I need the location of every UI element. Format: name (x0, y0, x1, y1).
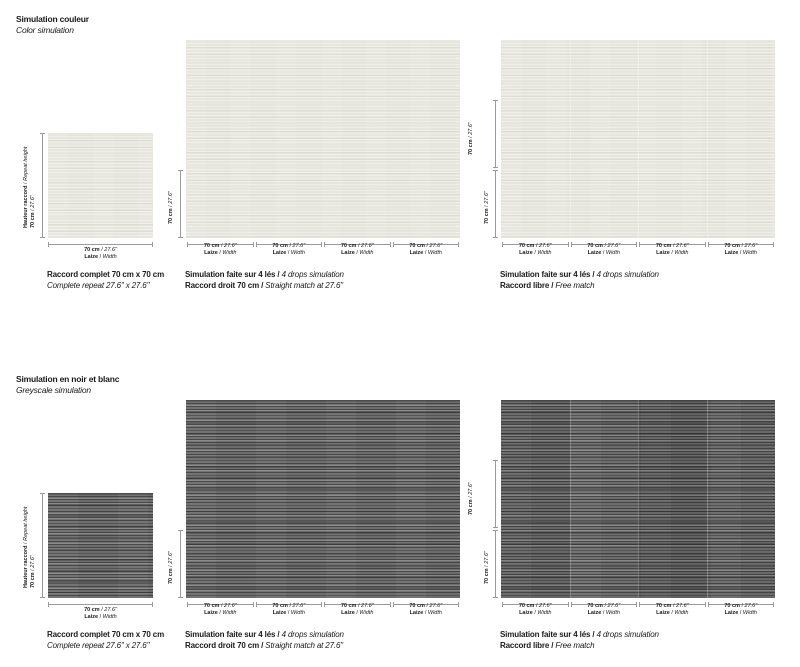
repeat-tile-swatch (48, 133, 153, 238)
width-word-fr: Laize (656, 250, 670, 256)
width-word-en: Width (427, 250, 442, 256)
height-value-inches: 27.6" (168, 551, 174, 564)
width-dimension-label: 70 cm / 27.6" Laize / Width (724, 603, 758, 616)
width-value-inches: 27.6" (224, 603, 237, 609)
caption-line2-italic: Complete repeat 27.6" x 27.6" (47, 640, 150, 650)
width-value: 70 cm (409, 243, 425, 249)
width-value-inches: 27.6" (607, 603, 621, 609)
caption-straight (185, 270, 344, 291)
height-value-inches: 27.6" (484, 551, 490, 564)
caption-line1-bold: Raccord complet 70 cm x 70 cm (47, 270, 165, 279)
section-subtitle: Greyscale simulation (16, 385, 91, 395)
width-word-en: Width (537, 250, 552, 256)
caption-repeat (47, 270, 164, 291)
caption-line2-bold: Raccord libre / (500, 280, 556, 290)
width-value: 70 cm (587, 603, 603, 609)
width-word-fr: Laize (519, 610, 533, 616)
width-value-inches: 27.6" (539, 243, 552, 249)
width-value-inches: 27.6" (104, 607, 117, 613)
width-dimension-label: 70 cm / 27.6" Laize / Width (409, 243, 443, 256)
width-word-fr: Laize (519, 250, 533, 256)
height-value: 70 cm (484, 568, 490, 584)
width-word-en: Width (102, 254, 117, 260)
height-word-fr: Hauteur raccord (23, 545, 29, 588)
width-word-fr: Laize (84, 614, 99, 620)
drop-panel (707, 400, 776, 598)
height-value-inches: 27.6" (30, 555, 36, 568)
width-value-inches: 27.6" (224, 243, 237, 249)
width-word-en: Width (742, 250, 757, 256)
width-value-inches: 27.6" (607, 243, 621, 249)
width-dimension-label: 70 cm / 27.6" Laize / Width (655, 243, 689, 256)
section-title: Simulation en noir et blanc (16, 374, 120, 384)
width-value: 70 cm (203, 603, 220, 609)
width-dimension-label: 70 cm / 27.6" Laize / Width (724, 243, 758, 256)
width-dimension-label: 70 cm / 27.6" Laize / Width (409, 603, 443, 616)
width-word-fr: Laize (587, 250, 602, 256)
width-value: 70 cm (409, 603, 425, 609)
width-value: 70 cm (272, 603, 288, 609)
caption-line1-bold: Simulation faite sur 4 lés / (185, 270, 282, 279)
width-dimension-label: 70 cm / 27.6" Laize / Width (340, 243, 374, 256)
drop-panel (501, 400, 570, 598)
straight-match-swatch (186, 40, 460, 238)
section-title: Simulation couleur (16, 14, 89, 24)
width-word-fr: Laize (724, 250, 739, 256)
caption-free (500, 630, 659, 651)
width-word-en: Width (290, 250, 305, 256)
caption-free (500, 270, 659, 291)
width-value-inches: 27.6" (539, 603, 552, 609)
width-dimension-label: 70 cm / 27.6" Laize / Width (518, 243, 552, 256)
width-value-inches: 27.6" (744, 603, 758, 609)
caption-line1-bold: Simulation faite sur 4 lés / (500, 630, 597, 639)
width-value: 70 cm (84, 247, 100, 253)
height-value-inches: 27.6" (168, 191, 174, 204)
caption-line2-italic: Straight match at 27.6" (265, 280, 343, 290)
height-dimension-label: 70 cm / 27.6" (484, 551, 490, 584)
straight-match-swatch (186, 400, 460, 598)
height-dimension-label: 70 cm / 27.6" (468, 482, 474, 515)
width-dimension-rule (48, 604, 153, 605)
width-word-fr: Laize (409, 250, 424, 256)
width-word-fr: Laize (341, 610, 355, 616)
free-match-swatch (501, 400, 775, 598)
height-dimension-label: 70 cm / 27.6" (484, 191, 490, 224)
caption-line2-bold: Raccord droit 70 cm / (185, 640, 266, 650)
caption-line1-italic: 4 drops simulation (281, 630, 344, 639)
section-subtitle: Color simulation (16, 25, 74, 35)
width-value-inches: 27.6" (292, 243, 306, 249)
height-dimension-rule (495, 100, 496, 168)
width-value: 70 cm (203, 243, 220, 249)
width-word-fr: Laize (409, 610, 424, 616)
height-value: 70 cm (168, 568, 174, 584)
width-dimension-label: 70 cm / 27.6" Laize / Width (84, 247, 117, 260)
caption-line2-bold: Raccord droit 70 cm / (185, 280, 266, 290)
width-dimension-label: 70 cm / 27.6" Laize / Width (272, 243, 306, 256)
width-word-fr: Laize (587, 610, 602, 616)
width-word-fr: Laize (204, 610, 218, 616)
height-dimension-rule (495, 170, 496, 238)
width-dimension-label: 70 cm / 27.6" Laize / Width (84, 607, 117, 620)
height-dimension-rule (180, 530, 181, 598)
caption-line1-italic: 4 drops simulation (281, 270, 344, 279)
width-dimension-label: 70 cm / 27.6" Laize / Width (655, 603, 689, 616)
caption-line2-italic: Free match (555, 280, 595, 290)
width-word-en: Width (222, 610, 237, 616)
width-word-fr: Laize (204, 250, 218, 256)
width-word-en: Width (605, 250, 620, 256)
width-word-en: Width (359, 610, 374, 616)
width-dimension-rule (48, 244, 153, 245)
height-dimension-label: Hauteur raccord / Repeat height 70 cm / 27.6" (23, 146, 36, 228)
width-dimension-label: 70 cm / 27.6" Laize / Width (203, 243, 237, 256)
height-word-en: Repeat height (23, 146, 29, 181)
width-word-en: Width (674, 250, 689, 256)
height-word-en: Repeat height (23, 506, 29, 541)
width-value-inches: 27.6" (104, 247, 117, 253)
height-value: 70 cm (30, 212, 36, 228)
width-value: 70 cm (518, 603, 535, 609)
width-dimension-label: 70 cm / 27.6" Laize / Width (587, 603, 621, 616)
caption-line1-italic: 4 drops simulation (596, 270, 659, 279)
repeat-tile-swatch (48, 493, 153, 598)
height-dimension-rule (495, 460, 496, 528)
width-value-inches: 27.6" (429, 243, 443, 249)
height-value-inches: 27.6" (468, 482, 474, 495)
height-dimension-label: 70 cm / 27.6" (168, 551, 174, 584)
caption-repeat (47, 630, 164, 651)
caption-line1-bold: Raccord complet 70 cm x 70 cm (47, 630, 165, 639)
width-dimension-label: 70 cm / 27.6" Laize / Width (272, 603, 306, 616)
width-word-en: Width (674, 610, 689, 616)
width-word-en: Width (102, 614, 117, 620)
height-value-inches: 27.6" (484, 191, 490, 204)
height-dimension-label: 70 cm / 27.6" (168, 191, 174, 224)
caption-line2-italic: Complete repeat 27.6" x 27.6" (47, 280, 150, 290)
caption-straight (185, 630, 344, 651)
height-value: 70 cm (168, 208, 174, 224)
height-dimension-rule (495, 530, 496, 598)
width-word-fr: Laize (272, 250, 287, 256)
caption-line2-italic: Straight match at 27.6" (265, 640, 343, 650)
width-word-fr: Laize (84, 254, 99, 260)
width-word-en: Width (290, 610, 305, 616)
width-value-inches: 27.6" (429, 603, 443, 609)
width-dimension-label: 70 cm / 27.6" Laize / Width (587, 243, 621, 256)
width-value-inches: 27.6" (744, 243, 758, 249)
drop-panel (638, 400, 707, 598)
width-word-fr: Laize (272, 610, 287, 616)
height-value-inches: 27.6" (30, 195, 36, 208)
width-word-en: Width (427, 610, 442, 616)
drop-seam (707, 40, 708, 238)
width-value-inches: 27.6" (676, 603, 689, 609)
height-value: 70 cm (468, 139, 474, 155)
width-dimension-label: 70 cm / 27.6" Laize / Width (518, 603, 552, 616)
caption-line1-italic: 4 drops simulation (596, 630, 659, 639)
caption-line2-bold: Raccord libre / (500, 640, 556, 650)
width-dimension-label: 70 cm / 27.6" Laize / Width (340, 603, 374, 616)
width-word-en: Width (222, 250, 237, 256)
width-value-inches: 27.6" (292, 603, 306, 609)
width-value: 70 cm (587, 243, 603, 249)
drop-seam (638, 40, 639, 238)
width-value-inches: 27.6" (676, 243, 689, 249)
height-dimension-label: Hauteur raccord / Repeat height 70 cm / 27.6" (23, 506, 36, 588)
width-word-en: Width (537, 610, 552, 616)
height-value: 70 cm (484, 208, 490, 224)
height-value: 70 cm (30, 572, 36, 588)
width-value-inches: 27.6" (361, 603, 374, 609)
width-dimension-label: 70 cm / 27.6" Laize / Width (203, 603, 237, 616)
width-value: 70 cm (518, 243, 535, 249)
drop-panel (570, 400, 639, 598)
height-value-inches: 27.6" (468, 122, 474, 135)
height-dimension-label: 70 cm / 27.6" (468, 122, 474, 155)
caption-line1-bold: Simulation faite sur 4 lés / (185, 630, 282, 639)
width-value: 70 cm (340, 243, 357, 249)
width-value: 70 cm (84, 607, 100, 613)
width-value: 70 cm (655, 603, 672, 609)
height-dimension-rule (42, 133, 43, 238)
width-value-inches: 27.6" (361, 243, 374, 249)
width-word-fr: Laize (724, 610, 739, 616)
free-match-swatch (501, 40, 775, 238)
height-word-fr: Hauteur raccord (23, 185, 29, 228)
width-value: 70 cm (655, 243, 672, 249)
height-value: 70 cm (468, 499, 474, 515)
width-word-en: Width (742, 610, 757, 616)
drop-seam (570, 40, 571, 238)
width-value: 70 cm (272, 243, 288, 249)
width-word-fr: Laize (656, 610, 670, 616)
caption-line2-italic: Free match (555, 640, 595, 650)
width-word-en: Width (605, 610, 620, 616)
height-dimension-rule (42, 493, 43, 598)
height-dimension-rule (180, 170, 181, 238)
width-value: 70 cm (724, 603, 740, 609)
caption-line1-bold: Simulation faite sur 4 lés / (500, 270, 597, 279)
width-word-en: Width (359, 250, 374, 256)
width-value: 70 cm (340, 603, 357, 609)
width-word-fr: Laize (341, 250, 355, 256)
width-value: 70 cm (724, 243, 740, 249)
